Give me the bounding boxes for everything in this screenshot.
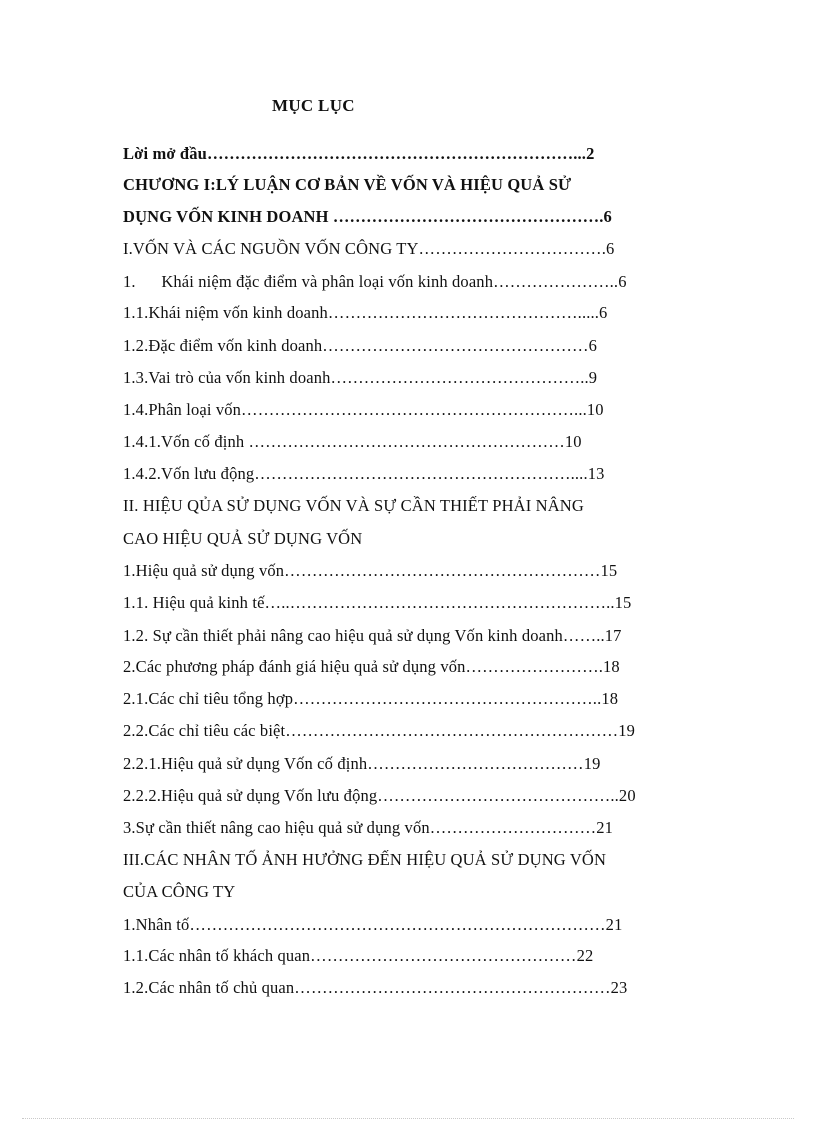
toc-entry: 1.1.Khái niệm vốn kinh doanh……………………………………….....6 [123,303,608,322]
toc-entry: 1.4.1.Vốn cố định …………………………………………………10 [123,432,582,451]
toc-entry: 1.Nhân tố…………………………………………………………………21 [123,915,623,934]
toc-entry: 1. Khái niệm đặc điểm và phân loại vốn kinh doanh…………………..6 [123,272,627,291]
toc-entry: 1.Hiệu quả sử dụng vốn…………………………………………………15 [123,561,618,580]
page-divider [22,1118,794,1119]
toc-entry: DỤNG VỐN KINH DOANH ………………………………………….6 [123,207,612,226]
page-title: MỤC LỤC [272,96,355,115]
toc-entry: I.VỐN VÀ CÁC NGUỒN VỐN CÔNG TY…………………………….6 [123,239,615,258]
toc-entry: 1.2. Sự cần thiết phải nâng cao hiệu quả sử dụng Vốn kinh doanh……..17 [123,626,622,645]
toc-entry: 2.Các phương pháp đánh giá hiệu quả sử dụng vốn…………………….18 [123,657,620,676]
toc-entry: 1.1.Các nhân tố khách quan…………………………………………22 [123,946,594,965]
toc-entry: 2.2.2.Hiệu quả sử dụng Vốn lưu động……………………………………..20 [123,786,636,805]
toc-entry: 1.4.Phân loại vốn……………………………………………………...10 [123,400,604,419]
toc-entry: 1.1. Hiệu quả kinh tế…..…………………………………………………..15 [123,593,632,612]
toc-entry: 2.2.1.Hiệu quả sử dụng Vốn cố định…………………………………19 [123,754,601,773]
toc-entry: III.CÁC NHÂN TỐ ẢNH HƯỞNG ĐẾN HIỆU QUẢ SỬ DỤNG VỐN [123,850,607,869]
toc-entry: Lời mở đầu…………………………………………………………...2 [123,144,595,163]
toc-entry: 1.4.2.Vốn lưu động…………………………………………………....13 [123,464,605,483]
toc-entry: 2.2.Các chỉ tiêu các biệt……………………………………………………19 [123,721,636,740]
toc-entry: 1.3.Vai trò của vốn kinh doanh………………………………………..9 [123,368,598,387]
toc-entry: 1.2.Đặc điểm vốn kinh doanh…………………………………………6 [123,336,598,355]
toc-entry: CAO HIỆU QUẢ SỬ DỤNG VỐN [123,529,363,548]
toc-entry: 3.Sự cần thiết nâng cao hiệu quả sử dụng vốn…………………………21 [123,818,614,837]
toc-entry: 1.2.Các nhân tố chủ quan…………………………………………………23 [123,978,628,997]
toc-entry: II. HIỆU QỦA SỬ DỤNG VỐN VÀ SỰ CẦN THIẾT PHẢI NÂNG [123,496,584,515]
toc-entry: 2.1.Các chỉ tiêu tổng hợp………………………………………………..18 [123,689,619,708]
toc-entry: CHƯƠNG I:LÝ LUẬN CƠ BẢN VỀ VỐN VÀ HIỆU QUẢ SỬ [123,175,572,194]
toc-entry: CỦA CÔNG TY [123,882,236,901]
